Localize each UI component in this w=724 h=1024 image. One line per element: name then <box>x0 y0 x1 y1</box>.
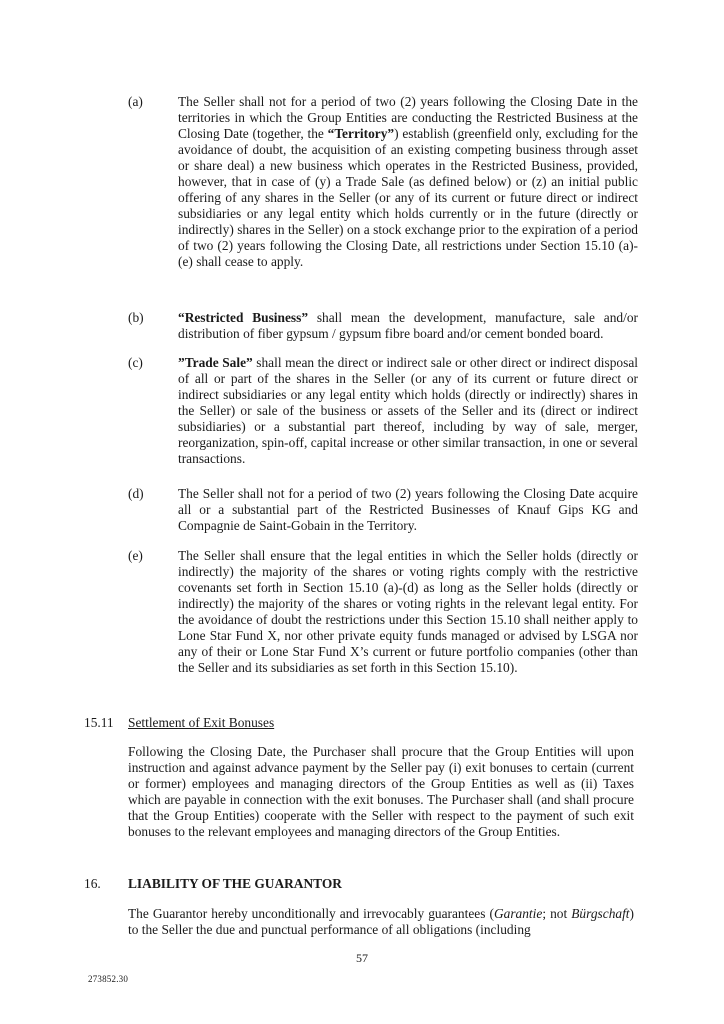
section-16-text: The Guarantor hereby unconditionally and irrevocably guarantees (Garantie; not Bürgschaft) to the Seller the due and punctual performance of all obligations (including <box>128 906 634 937</box>
section-number-15-11: 15.11 <box>84 715 114 730</box>
clause-text: “Restricted Business” shall mean the development, manufacture, sale and/or distribution of fiber gypsum / gypsum fibre board and/or cement bonded board. <box>178 310 638 341</box>
clause-text: The Seller shall ensure that the legal entities in which the Seller holds (directly or indirectly) the majority of the shares or voting rights comply with the restrictive covenants set forth in Section 15.10 (a)-(d) as long as the Seller holds (directly or indirectly) the majority of the shares or voting rights in the relevant legal entity. For the avoidance of doubt the restrictions under this Section 15.10 shall neither apply to Lone Star Fund X, nor other private equity funds managed or advised by LSGA nor any of their or Lone Star Fund X’s current or future portfolio companies (other than the Seller and its subsidiaries as set forth in this Section 15.10). <box>178 548 638 675</box>
section-title-15-11: Settlement of Exit Bonuses <box>128 715 275 730</box>
clause-text: The Seller shall not for a period of two (2) years following the Closing Date acquire all or a substantial part of the Restricted Businesses of Knauf Gips KG and Compagnie de Saint-Gobain in the Territory. <box>178 486 638 533</box>
section-title-16: LIABILITY OF THE GUARANTOR <box>128 876 342 891</box>
clause-label: (d) <box>128 486 144 501</box>
defined-term-territory: “Territory” <box>327 126 395 141</box>
page-number: 57 <box>356 951 368 965</box>
clause-label: (b) <box>128 310 144 325</box>
document-id: 273852.30 <box>88 974 129 984</box>
clause-label: (e) <box>128 548 143 563</box>
section-15-11-text: Following the Closing Date, the Purchaser shall procure that the Group Entities will upon instruction and against advance payment by the Seller pay (i) exit bonuses to certain (current or former) employees and managing directors of the Group Entities as well as (ii) Taxes which are payable in connection with the exit bonuses. The Purchaser shall (and shall procure that the Group Entities) cooperate with the Seller with respect to the payment of such exit bonuses to the relevant employees and managing directors of the Group Entities. <box>128 744 634 839</box>
clause-label: (a) <box>128 94 143 109</box>
defined-term-trade-sale: ”Trade Sale” <box>178 355 253 370</box>
clause-text: The Seller shall not for a period of two (2) years following the Closing Date in the territories in which the Group Entities are conducting the Restricted Business at the Closing Date (together, the “Territory”) establish (greenfield only, excluding for the avoidance of doubt, the acquisition of an existing competing business through asset or share deal) a new business which operates in the Restricted Business, provided, however, that in case of (y) a Trade Sale (as defined below) or (z) an initial public offering of any shares in the Seller (or any of its current or future direct or indirect subsidiaries or any legal entity which holds currently or in the future (directly or indirectly) shares in the Seller) on a stock exchange prior to the expiration of a period of two (2) years following the Closing Date, all restrictions under Section 15.10 (a)-(e) shall cease to apply. <box>178 94 639 269</box>
clause-text: ”Trade Sale” shall mean the direct or indirect sale or other direct or indirect disposal of all or part of the shares in the Seller (or any of its current or future direct or indirect subsidiaries or any legal entity which holds (directly or indirectly) shares in the Seller) or sale of the business or assets of the Seller and its (direct or indirect subsidiaries) or a substantial part thereof, including by way of sale, merger, reorganization, spin-off, capital increase or other similar transaction, in one or several transactions. <box>178 355 638 466</box>
clause-label: (c) <box>128 355 143 370</box>
section-number-16: 16. <box>84 876 101 891</box>
defined-term-restricted-business: “Restricted Business” <box>178 310 309 325</box>
